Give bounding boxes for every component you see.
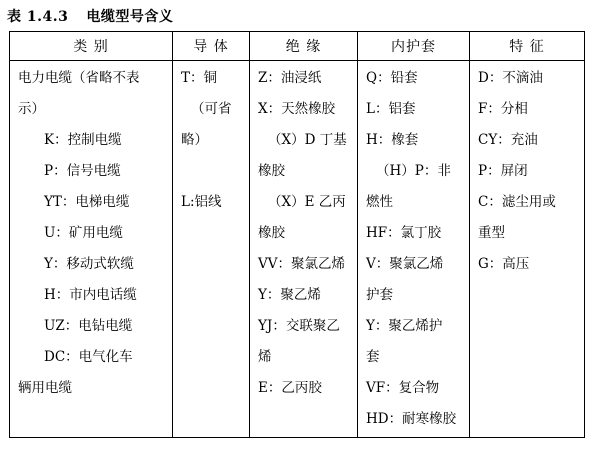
sheath-line: V：聚氯乙烯: [366, 256, 444, 272]
category-line: UZ：电钻电缆: [44, 318, 133, 334]
category-line: DC：电气化车: [44, 349, 133, 365]
sheath-line: 套: [366, 349, 380, 365]
header-inner-sheath: 内护套: [358, 32, 470, 61]
feature-line: D：不滴油: [478, 70, 543, 86]
header-feature: 特 征: [470, 32, 585, 61]
category-cell: [10, 61, 173, 438]
conductor-cell: [173, 61, 250, 438]
sheath-line: H：橡套: [366, 132, 419, 148]
category-line: P：信号电缆: [44, 163, 121, 179]
sheath-line: 燃性: [366, 194, 393, 210]
feature-line: C：滤尘用或: [478, 194, 556, 210]
table-caption: [7, 6, 173, 26]
sheath-line: VF：复合物: [366, 380, 440, 396]
insulation-line: （X）D 丁基: [268, 132, 347, 148]
header-category: 类 别: [10, 32, 173, 61]
category-line: YT：电梯电缆: [44, 194, 130, 210]
feature-line: CY：充油: [478, 132, 538, 148]
caption-number: 表 1.4.3: [7, 9, 69, 25]
inner-sheath-cell: [358, 61, 470, 438]
insulation-line: VV：聚氯乙烯: [258, 256, 345, 272]
conductor-line: L:铝线: [181, 194, 222, 210]
sheath-line: Y：聚乙烯护: [366, 318, 443, 334]
insulation-line: E：乙丙胶: [258, 380, 322, 396]
sheath-line: 护套: [366, 287, 393, 303]
feature-line: 重型: [478, 225, 505, 241]
category-line: Y：移动式软缆: [44, 256, 134, 272]
sheath-line: HD：耐寒橡胶: [366, 411, 457, 427]
conductor-line: 略）: [181, 132, 208, 148]
insulation-line: 橡胶: [258, 163, 285, 179]
insulation-line: Z：油浸纸: [258, 70, 322, 86]
sheath-line: HF：氯丁胶: [366, 225, 442, 241]
insulation-line: X：天然橡胶: [258, 101, 336, 117]
cable-model-table: [9, 31, 585, 438]
insulation-line: 烯: [258, 349, 272, 365]
insulation-line: YJ：交联聚乙: [258, 318, 340, 334]
insulation-cell: [250, 61, 358, 438]
table-header-row: [10, 32, 585, 61]
feature-line: G：高压: [478, 256, 530, 272]
header-conductor: 导 体: [173, 32, 250, 61]
category-line: U：矿用电缆: [44, 225, 123, 241]
conductor-spacer: [181, 156, 247, 187]
insulation-line: （X）E 乙丙: [268, 194, 346, 210]
feature-line: F：分相: [478, 101, 528, 117]
table-body-row: [10, 61, 585, 438]
category-line: 辆用电缆: [18, 380, 72, 396]
sheath-line: L：铝套: [366, 101, 416, 117]
conductor-line: （可省: [191, 101, 232, 117]
category-line: H：市内电话缆: [44, 287, 137, 303]
conductor-line: T：铜: [181, 70, 218, 86]
sheath-line: （H）P：非: [376, 163, 451, 179]
category-line: K：控制电缆: [44, 132, 122, 148]
sheath-line: Q：铅套: [366, 70, 418, 86]
caption-title: 电缆型号含义: [86, 9, 174, 25]
category-line: 电力电缆（省略不表: [18, 70, 140, 86]
header-insulation: 绝 缘: [250, 32, 358, 61]
feature-cell: [470, 61, 585, 438]
insulation-line: 橡胶: [258, 225, 285, 241]
feature-line: P：屏闭: [478, 163, 528, 179]
insulation-line: Y：聚乙烯: [258, 287, 321, 303]
category-line: 示）: [18, 101, 45, 117]
